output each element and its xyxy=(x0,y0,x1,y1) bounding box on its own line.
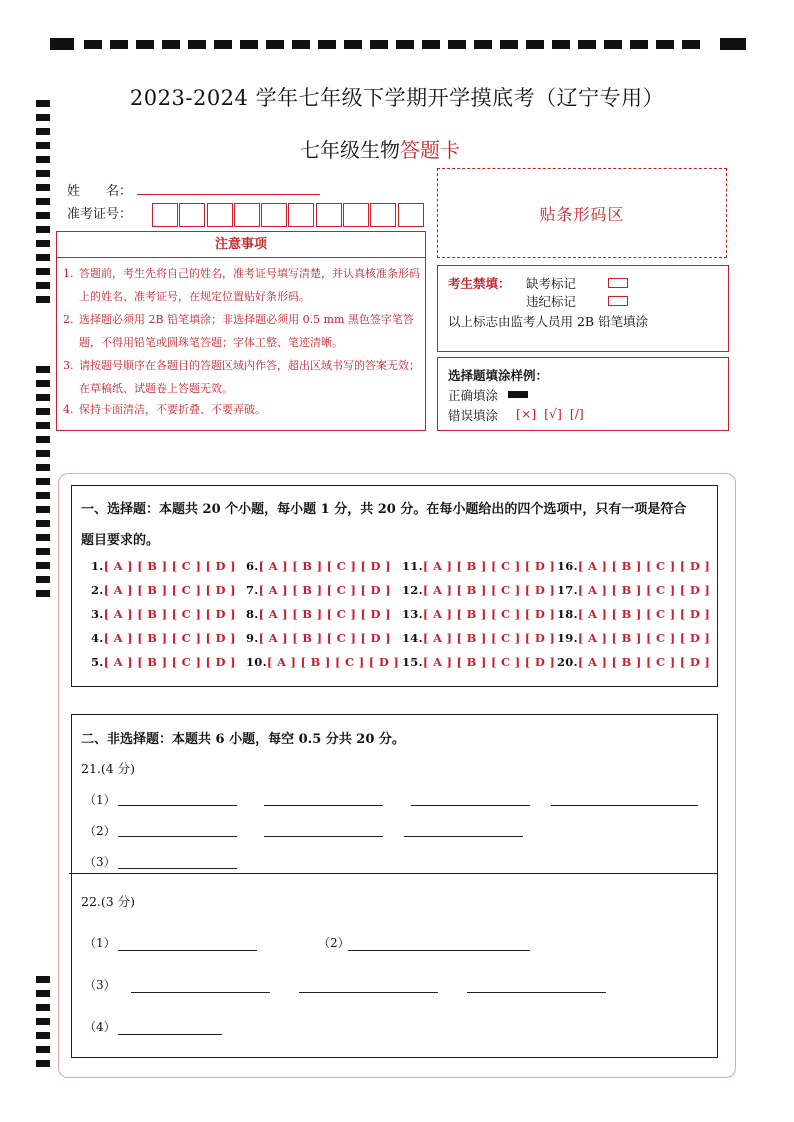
notice-item xyxy=(63,354,423,400)
violation-mark-box[interactable] xyxy=(608,296,628,306)
id-digit-box[interactable] xyxy=(207,203,233,227)
answer-options[interactable]: [ A ] [ B ] [ C ] [ D ] xyxy=(577,655,711,669)
notice-text: 保持卡面清洁，不要折叠、不要弄破。 xyxy=(79,403,266,416)
page-title: 2023-2024 学年七年级下学期开学摸底考（辽宁专用） xyxy=(129,86,665,110)
answer-options[interactable]: [ A ] [ B ] [ C ] [ D ] xyxy=(103,607,236,621)
notice-title: 注意事项 xyxy=(57,232,425,258)
barcode-area xyxy=(437,168,727,258)
id-digit-box[interactable] xyxy=(398,203,424,227)
choice-question[interactable] xyxy=(557,655,710,669)
notice-num: 1. xyxy=(63,267,74,280)
id-digit-box[interactable] xyxy=(261,203,287,227)
correct-fill-label: 正确填涂 xyxy=(448,388,499,403)
answer-blank[interactable] xyxy=(348,950,530,951)
absent-label: 缺考标记 xyxy=(526,276,577,291)
left-timing-marks-top xyxy=(36,100,50,600)
answer-blank[interactable] xyxy=(404,836,523,837)
q22-label: 22.(3 分) xyxy=(81,894,136,909)
answer-options[interactable]: [ A ] [ B ] [ C ] [ D ] xyxy=(103,631,236,645)
question-number: 1. xyxy=(91,559,104,573)
filled-sample-mark xyxy=(508,391,528,398)
id-digit-box[interactable] xyxy=(179,203,205,227)
answer-options[interactable]: [ A ] [ B ] [ C ] [ D ] xyxy=(103,559,236,573)
question-number: 20. xyxy=(557,655,578,669)
q22-part-label: （2） xyxy=(318,936,350,950)
question-number: 3. xyxy=(91,607,104,621)
question-number: 11. xyxy=(402,559,423,573)
choice-question[interactable] xyxy=(557,607,710,621)
violation-label: 违纪标记 xyxy=(526,294,577,309)
sample-title: 选择题填涂样例： xyxy=(448,368,549,383)
name-field[interactable] xyxy=(137,194,320,195)
id-label: 准考证号： xyxy=(67,207,133,222)
answer-options[interactable]: [ A ] [ B ] [ C ] [ D ] xyxy=(266,655,400,669)
answer-options[interactable]: [ A ] [ B ] [ C ] [ D ] xyxy=(258,559,391,573)
answer-blank[interactable] xyxy=(118,805,237,806)
answer-options[interactable]: [ A ] [ B ] [ C ] [ D ] xyxy=(577,559,711,573)
prohibit-box xyxy=(437,265,729,352)
question-number: 16. xyxy=(557,559,578,573)
subject-name: 七年级生物 xyxy=(300,138,400,162)
notice-item xyxy=(63,262,423,308)
notice-num: 3. xyxy=(63,359,74,372)
question-number: 8. xyxy=(246,607,259,621)
answer-options[interactable]: [ A ] [ B ] [ C ] [ D ] xyxy=(577,583,711,597)
section1-heading-line2: 题目要求的。 xyxy=(81,533,160,548)
answer-blank[interactable] xyxy=(264,836,383,837)
answer-options[interactable]: [ A ] [ B ] [ C ] [ D ] xyxy=(258,631,391,645)
choice-question[interactable] xyxy=(402,607,555,621)
question-number: 17. xyxy=(557,583,578,597)
choice-question[interactable] xyxy=(91,655,236,669)
id-digit-box[interactable] xyxy=(288,203,314,227)
choice-question[interactable] xyxy=(91,631,236,645)
choice-question[interactable] xyxy=(91,559,236,573)
q21-part-label: （1） xyxy=(84,793,116,807)
answer-options[interactable]: [ A ] [ B ] [ C ] [ D ] xyxy=(258,583,391,597)
question-number: 15. xyxy=(402,655,423,669)
answer-blank[interactable] xyxy=(551,805,698,806)
left-timing-marks-bottom xyxy=(36,976,50,1068)
choice-question[interactable] xyxy=(402,631,555,645)
answer-options[interactable]: [ A ] [ B ] [ C ] [ D ] xyxy=(103,583,236,597)
answer-blank[interactable] xyxy=(118,836,237,837)
question-number: 9. xyxy=(246,631,259,645)
section2-heading: 二、非选择题：本题共 6 小题，每空 0.5 分共 20 分。 xyxy=(81,732,405,747)
prohibit-label: 考生禁填： xyxy=(448,276,511,291)
q22-part-label: （3） xyxy=(84,978,116,992)
id-digit-box[interactable] xyxy=(316,203,342,227)
notice-text: 答题前，考生先将自己的姓名，准考证号填写清楚，并认真核准条形码上的姓名、准考证号，在规定位置贴好条形码。 xyxy=(79,267,420,303)
answer-options[interactable]: [ A ] [ B ] [ C ] [ D ] xyxy=(422,559,556,573)
answer-options[interactable]: [ A ] [ B ] [ C ] [ D ] xyxy=(577,607,711,621)
wrong-fill-label: 错误填涂 xyxy=(448,408,499,423)
question-divider xyxy=(69,873,717,874)
notice-num: 2. xyxy=(63,313,74,326)
question-number: 7. xyxy=(246,583,259,597)
choice-question[interactable] xyxy=(246,607,391,621)
answer-options[interactable]: [ A ] [ B ] [ C ] [ D ] xyxy=(422,607,556,621)
question-number: 13. xyxy=(402,607,423,621)
answer-options[interactable]: [ A ] [ B ] [ C ] [ D ] xyxy=(577,631,711,645)
q22-part-label: （1） xyxy=(84,936,116,950)
question-number: 6. xyxy=(246,559,259,573)
id-number-boxes[interactable] xyxy=(152,203,425,227)
answer-options[interactable]: [ A ] [ B ] [ C ] [ D ] xyxy=(422,655,556,669)
answer-blank[interactable] xyxy=(467,992,606,993)
q21-part-label: （2） xyxy=(84,824,116,838)
answer-options[interactable]: [ A ] [ B ] [ C ] [ D ] xyxy=(422,631,556,645)
section1-heading-line1: 一、选择题：本题共 20 个小题，每小题 1 分，共 20 分。在每小题给出的四个选项中，只有一项是符合 xyxy=(81,502,687,517)
question-number: 14. xyxy=(402,631,423,645)
answer-options[interactable]: [ A ] [ B ] [ C ] [ D ] xyxy=(422,583,556,597)
notice-box xyxy=(56,231,426,431)
answer-blank[interactable] xyxy=(131,992,270,993)
id-digit-box[interactable] xyxy=(234,203,260,227)
question-number: 10. xyxy=(246,655,267,669)
answer-blank[interactable] xyxy=(264,805,383,806)
choice-question[interactable] xyxy=(246,559,391,573)
question-number: 12. xyxy=(402,583,423,597)
notice-text: 请按题号顺序在各题目的答题区域内作答，超出区域书写的答案无效；在草稿纸、试题卷上答题无效。 xyxy=(79,359,420,395)
card-label: 答题卡 xyxy=(400,138,460,162)
notice-num: 4. xyxy=(63,403,74,416)
question-number: 18. xyxy=(557,607,578,621)
question-number: 19. xyxy=(557,631,578,645)
choice-question[interactable] xyxy=(91,607,236,621)
choice-question[interactable] xyxy=(246,583,391,597)
name-label: 姓 名： xyxy=(67,184,133,199)
notice-item xyxy=(63,308,423,354)
section-written xyxy=(71,714,718,1058)
absent-mark-box[interactable] xyxy=(608,278,628,288)
choice-question[interactable] xyxy=(557,631,710,645)
barcode-label: 贴条形码区 xyxy=(539,204,625,224)
prohibit-note: 以上标志由监考人员用 2B 铅笔填涂 xyxy=(448,314,649,329)
choice-question[interactable] xyxy=(402,655,555,669)
top-timing-marks xyxy=(50,38,746,50)
answer-options[interactable]: [ A ] [ B ] [ C ] [ D ] xyxy=(258,607,391,621)
answer-blank[interactable] xyxy=(411,805,530,806)
id-digit-box[interactable] xyxy=(370,203,396,227)
subject-title xyxy=(300,134,460,163)
q21-label: 21.(4 分) xyxy=(81,761,136,776)
choice-question[interactable] xyxy=(91,583,236,597)
choice-question[interactable] xyxy=(402,559,555,573)
choice-question[interactable] xyxy=(402,583,555,597)
answer-blank[interactable] xyxy=(118,950,257,951)
id-digit-box[interactable] xyxy=(152,203,178,227)
question-number: 4. xyxy=(91,631,104,645)
choice-question[interactable] xyxy=(246,631,391,645)
id-digit-box[interactable] xyxy=(343,203,369,227)
q22-part-label: （4） xyxy=(84,1020,116,1034)
question-number: 5. xyxy=(91,655,104,669)
answer-blank[interactable] xyxy=(299,992,438,993)
wrong-fill-marks: [×] [√] [/] xyxy=(516,406,584,421)
answer-options[interactable]: [ A ] [ B ] [ C ] [ D ] xyxy=(103,655,236,669)
choice-question[interactable] xyxy=(557,583,710,597)
answer-blank[interactable] xyxy=(118,868,237,869)
section-multiple-choice xyxy=(71,485,718,687)
question-number: 2. xyxy=(91,583,104,597)
q21-part-label: （3） xyxy=(84,855,116,869)
choice-question[interactable] xyxy=(557,559,710,573)
answer-blank[interactable] xyxy=(118,1034,222,1035)
choice-question[interactable] xyxy=(246,655,399,669)
notice-item xyxy=(63,398,423,421)
fill-sample-box xyxy=(437,357,729,431)
notice-text: 选择题必须用 2B 铅笔填涂；非选择题必须用 0.5 mm 黑色签字笔答题，不得用铅笔或圆珠笔答题；字体工整、笔迹清晰。 xyxy=(79,313,414,349)
